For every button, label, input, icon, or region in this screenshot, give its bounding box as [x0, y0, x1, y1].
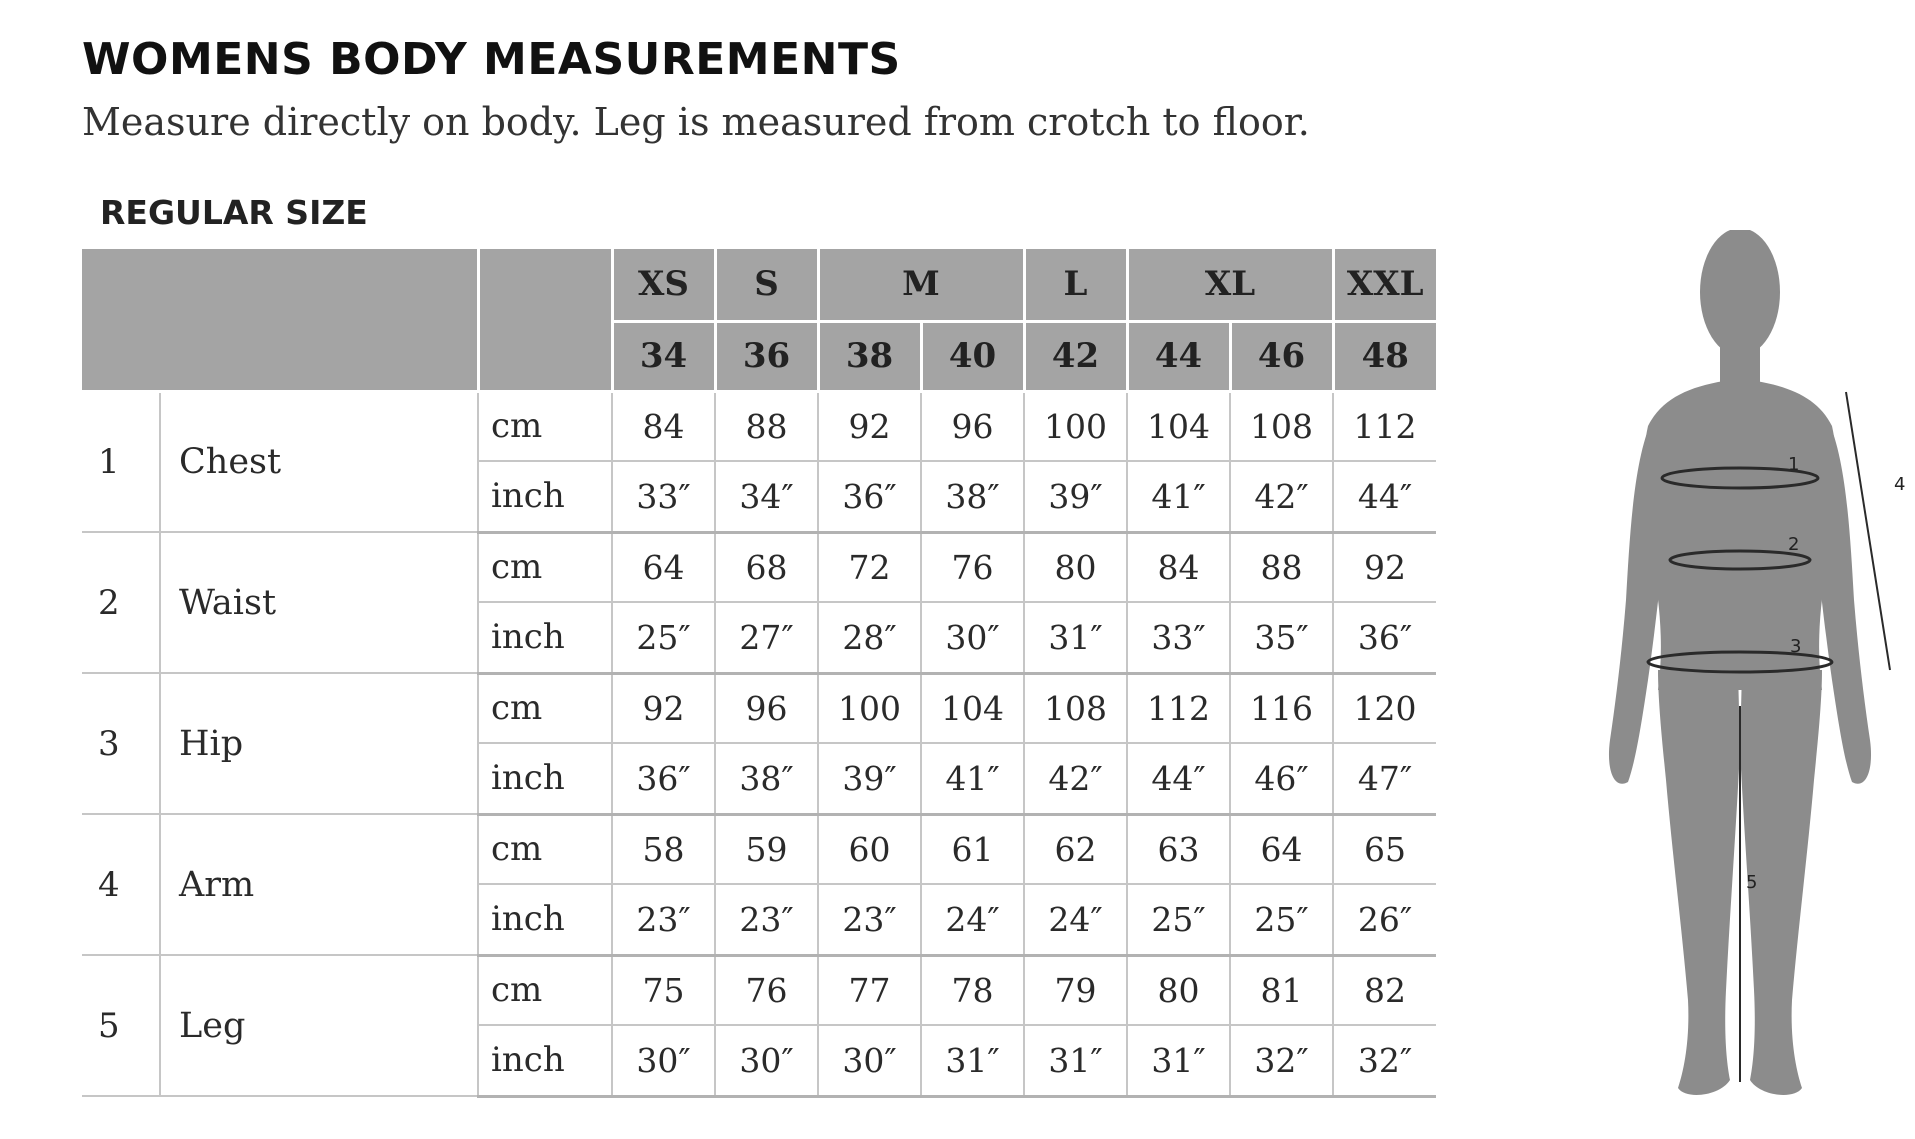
value-cell: 33″ — [612, 461, 715, 532]
value-cell: 77 — [818, 955, 921, 1025]
value-cell: 24″ — [921, 884, 1024, 955]
value-cell: 27″ — [715, 602, 818, 673]
value-cell: 36″ — [818, 461, 921, 532]
measurement-label-leg: Leg — [160, 955, 478, 1096]
value-cell: 42″ — [1024, 743, 1127, 814]
value-cell: 38″ — [921, 461, 1024, 532]
value-cell: 84 — [612, 391, 715, 461]
value-cell: 100 — [1024, 391, 1127, 461]
value-cell: 104 — [1127, 391, 1230, 461]
value-cell: 46″ — [1230, 743, 1333, 814]
size-number-44: 44 — [1127, 321, 1230, 391]
value-cell: 88 — [715, 391, 818, 461]
measurement-label-hip: Hip — [160, 673, 478, 814]
value-cell: 36″ — [1333, 602, 1436, 673]
header-unit-cell — [478, 249, 612, 391]
value-cell: 96 — [921, 391, 1024, 461]
value-cell: 63 — [1127, 814, 1230, 884]
value-cell: 64 — [612, 532, 715, 602]
measurement-number: 3 — [82, 673, 160, 814]
value-cell: 82 — [1333, 955, 1436, 1025]
value-cell: 32″ — [1333, 1025, 1436, 1096]
body-figure-illustration — [1580, 230, 1910, 1110]
size-number-48: 48 — [1333, 321, 1436, 391]
value-cell: 81 — [1230, 955, 1333, 1025]
value-cell: 33″ — [1127, 602, 1230, 673]
value-cell: 34″ — [715, 461, 818, 532]
size-number-38: 38 — [818, 321, 921, 391]
value-cell: 31″ — [1127, 1025, 1230, 1096]
value-cell: 26″ — [1333, 884, 1436, 955]
value-cell: 23″ — [612, 884, 715, 955]
page-title: WOMENS BODY MEASUREMENTS — [82, 34, 901, 85]
size-number-46: 46 — [1230, 321, 1333, 391]
value-cell: 24″ — [1024, 884, 1127, 955]
value-cell: 75 — [612, 955, 715, 1025]
value-cell: 42″ — [1230, 461, 1333, 532]
unit-inch: inch — [478, 602, 612, 673]
value-cell: 79 — [1024, 955, 1127, 1025]
figure-label-chest: 1 — [1788, 454, 1800, 475]
value-cell: 30″ — [921, 602, 1024, 673]
unit-cm: cm — [478, 955, 612, 1025]
value-cell: 30″ — [818, 1025, 921, 1096]
value-cell: 108 — [1024, 673, 1127, 743]
value-cell: 120 — [1333, 673, 1436, 743]
value-cell: 96 — [715, 673, 818, 743]
size-number-34: 34 — [612, 321, 715, 391]
value-cell: 58 — [612, 814, 715, 884]
value-cell: 25″ — [1230, 884, 1333, 955]
value-cell: 41″ — [1127, 461, 1230, 532]
value-cell: 108 — [1230, 391, 1333, 461]
value-cell: 76 — [715, 955, 818, 1025]
value-cell: 84 — [1127, 532, 1230, 602]
size-number-36: 36 — [715, 321, 818, 391]
value-cell: 47″ — [1333, 743, 1436, 814]
measurement-label-waist: Waist — [160, 532, 478, 673]
value-cell: 65 — [1333, 814, 1436, 884]
unit-inch: inch — [478, 884, 612, 955]
value-cell: 59 — [715, 814, 818, 884]
value-cell: 78 — [921, 955, 1024, 1025]
value-cell: 31″ — [921, 1025, 1024, 1096]
size-letter-s: S — [715, 249, 818, 321]
table-row — [82, 955, 1436, 1025]
value-cell: 88 — [1230, 532, 1333, 602]
value-cell: 41″ — [921, 743, 1024, 814]
value-cell: 44″ — [1127, 743, 1230, 814]
figure-label-arm: 4 — [1894, 474, 1906, 495]
value-cell: 23″ — [818, 884, 921, 955]
value-cell: 112 — [1333, 391, 1436, 461]
value-cell: 31″ — [1024, 602, 1127, 673]
value-cell: 61 — [921, 814, 1024, 884]
table-row — [82, 391, 1436, 461]
value-cell: 32″ — [1230, 1025, 1333, 1096]
header-blank-cell — [82, 249, 478, 391]
value-cell: 39″ — [1024, 461, 1127, 532]
value-cell: 39″ — [818, 743, 921, 814]
unit-cm: cm — [478, 814, 612, 884]
value-cell: 72 — [818, 532, 921, 602]
value-cell: 25″ — [612, 602, 715, 673]
value-cell: 92 — [612, 673, 715, 743]
figure-label-hip: 3 — [1790, 636, 1802, 657]
value-cell: 64 — [1230, 814, 1333, 884]
measurement-number: 2 — [82, 532, 160, 673]
size-number-40: 40 — [921, 321, 1024, 391]
value-cell: 68 — [715, 532, 818, 602]
value-cell: 60 — [818, 814, 921, 884]
figure-label-waist: 2 — [1788, 534, 1800, 555]
value-cell: 92 — [1333, 532, 1436, 602]
size-number-42: 42 — [1024, 321, 1127, 391]
value-cell: 30″ — [612, 1025, 715, 1096]
measurement-label-arm: Arm — [160, 814, 478, 955]
value-cell: 28″ — [818, 602, 921, 673]
value-cell: 76 — [921, 532, 1024, 602]
size-letter-xl: XL — [1127, 249, 1333, 321]
measurement-number: 1 — [82, 391, 160, 532]
size-letter-m: M — [818, 249, 1024, 321]
value-cell: 44″ — [1333, 461, 1436, 532]
unit-inch: inch — [478, 461, 612, 532]
value-cell: 62 — [1024, 814, 1127, 884]
unit-inch: inch — [478, 1025, 612, 1096]
measurement-number: 4 — [82, 814, 160, 955]
table-row — [82, 814, 1436, 884]
value-cell: 116 — [1230, 673, 1333, 743]
table-row — [82, 532, 1436, 602]
value-cell: 23″ — [715, 884, 818, 955]
measurement-number: 5 — [82, 955, 160, 1096]
value-cell: 30″ — [715, 1025, 818, 1096]
value-cell: 80 — [1127, 955, 1230, 1025]
value-cell: 104 — [921, 673, 1024, 743]
size-letter-xs: XS — [612, 249, 715, 321]
unit-inch: inch — [478, 743, 612, 814]
value-cell: 38″ — [715, 743, 818, 814]
measurement-label-chest: Chest — [160, 391, 478, 532]
value-cell: 25″ — [1127, 884, 1230, 955]
value-cell: 36″ — [612, 743, 715, 814]
value-cell: 92 — [818, 391, 921, 461]
value-cell: 35″ — [1230, 602, 1333, 673]
size-letter-xxl: XXL — [1333, 249, 1436, 321]
value-cell: 31″ — [1024, 1025, 1127, 1096]
value-cell: 112 — [1127, 673, 1230, 743]
size-letter-l: L — [1024, 249, 1127, 321]
value-cell: 80 — [1024, 532, 1127, 602]
table-row — [82, 673, 1436, 743]
page-subtitle: Measure directly on body. Leg is measured from crotch to floor. — [82, 100, 1310, 144]
figure-label-leg: 5 — [1746, 872, 1758, 893]
unit-cm: cm — [478, 391, 612, 461]
section-heading: REGULAR SIZE — [100, 193, 368, 232]
unit-cm: cm — [478, 532, 612, 602]
size-chart-table — [82, 249, 1436, 1098]
value-cell: 100 — [818, 673, 921, 743]
unit-cm: cm — [478, 673, 612, 743]
